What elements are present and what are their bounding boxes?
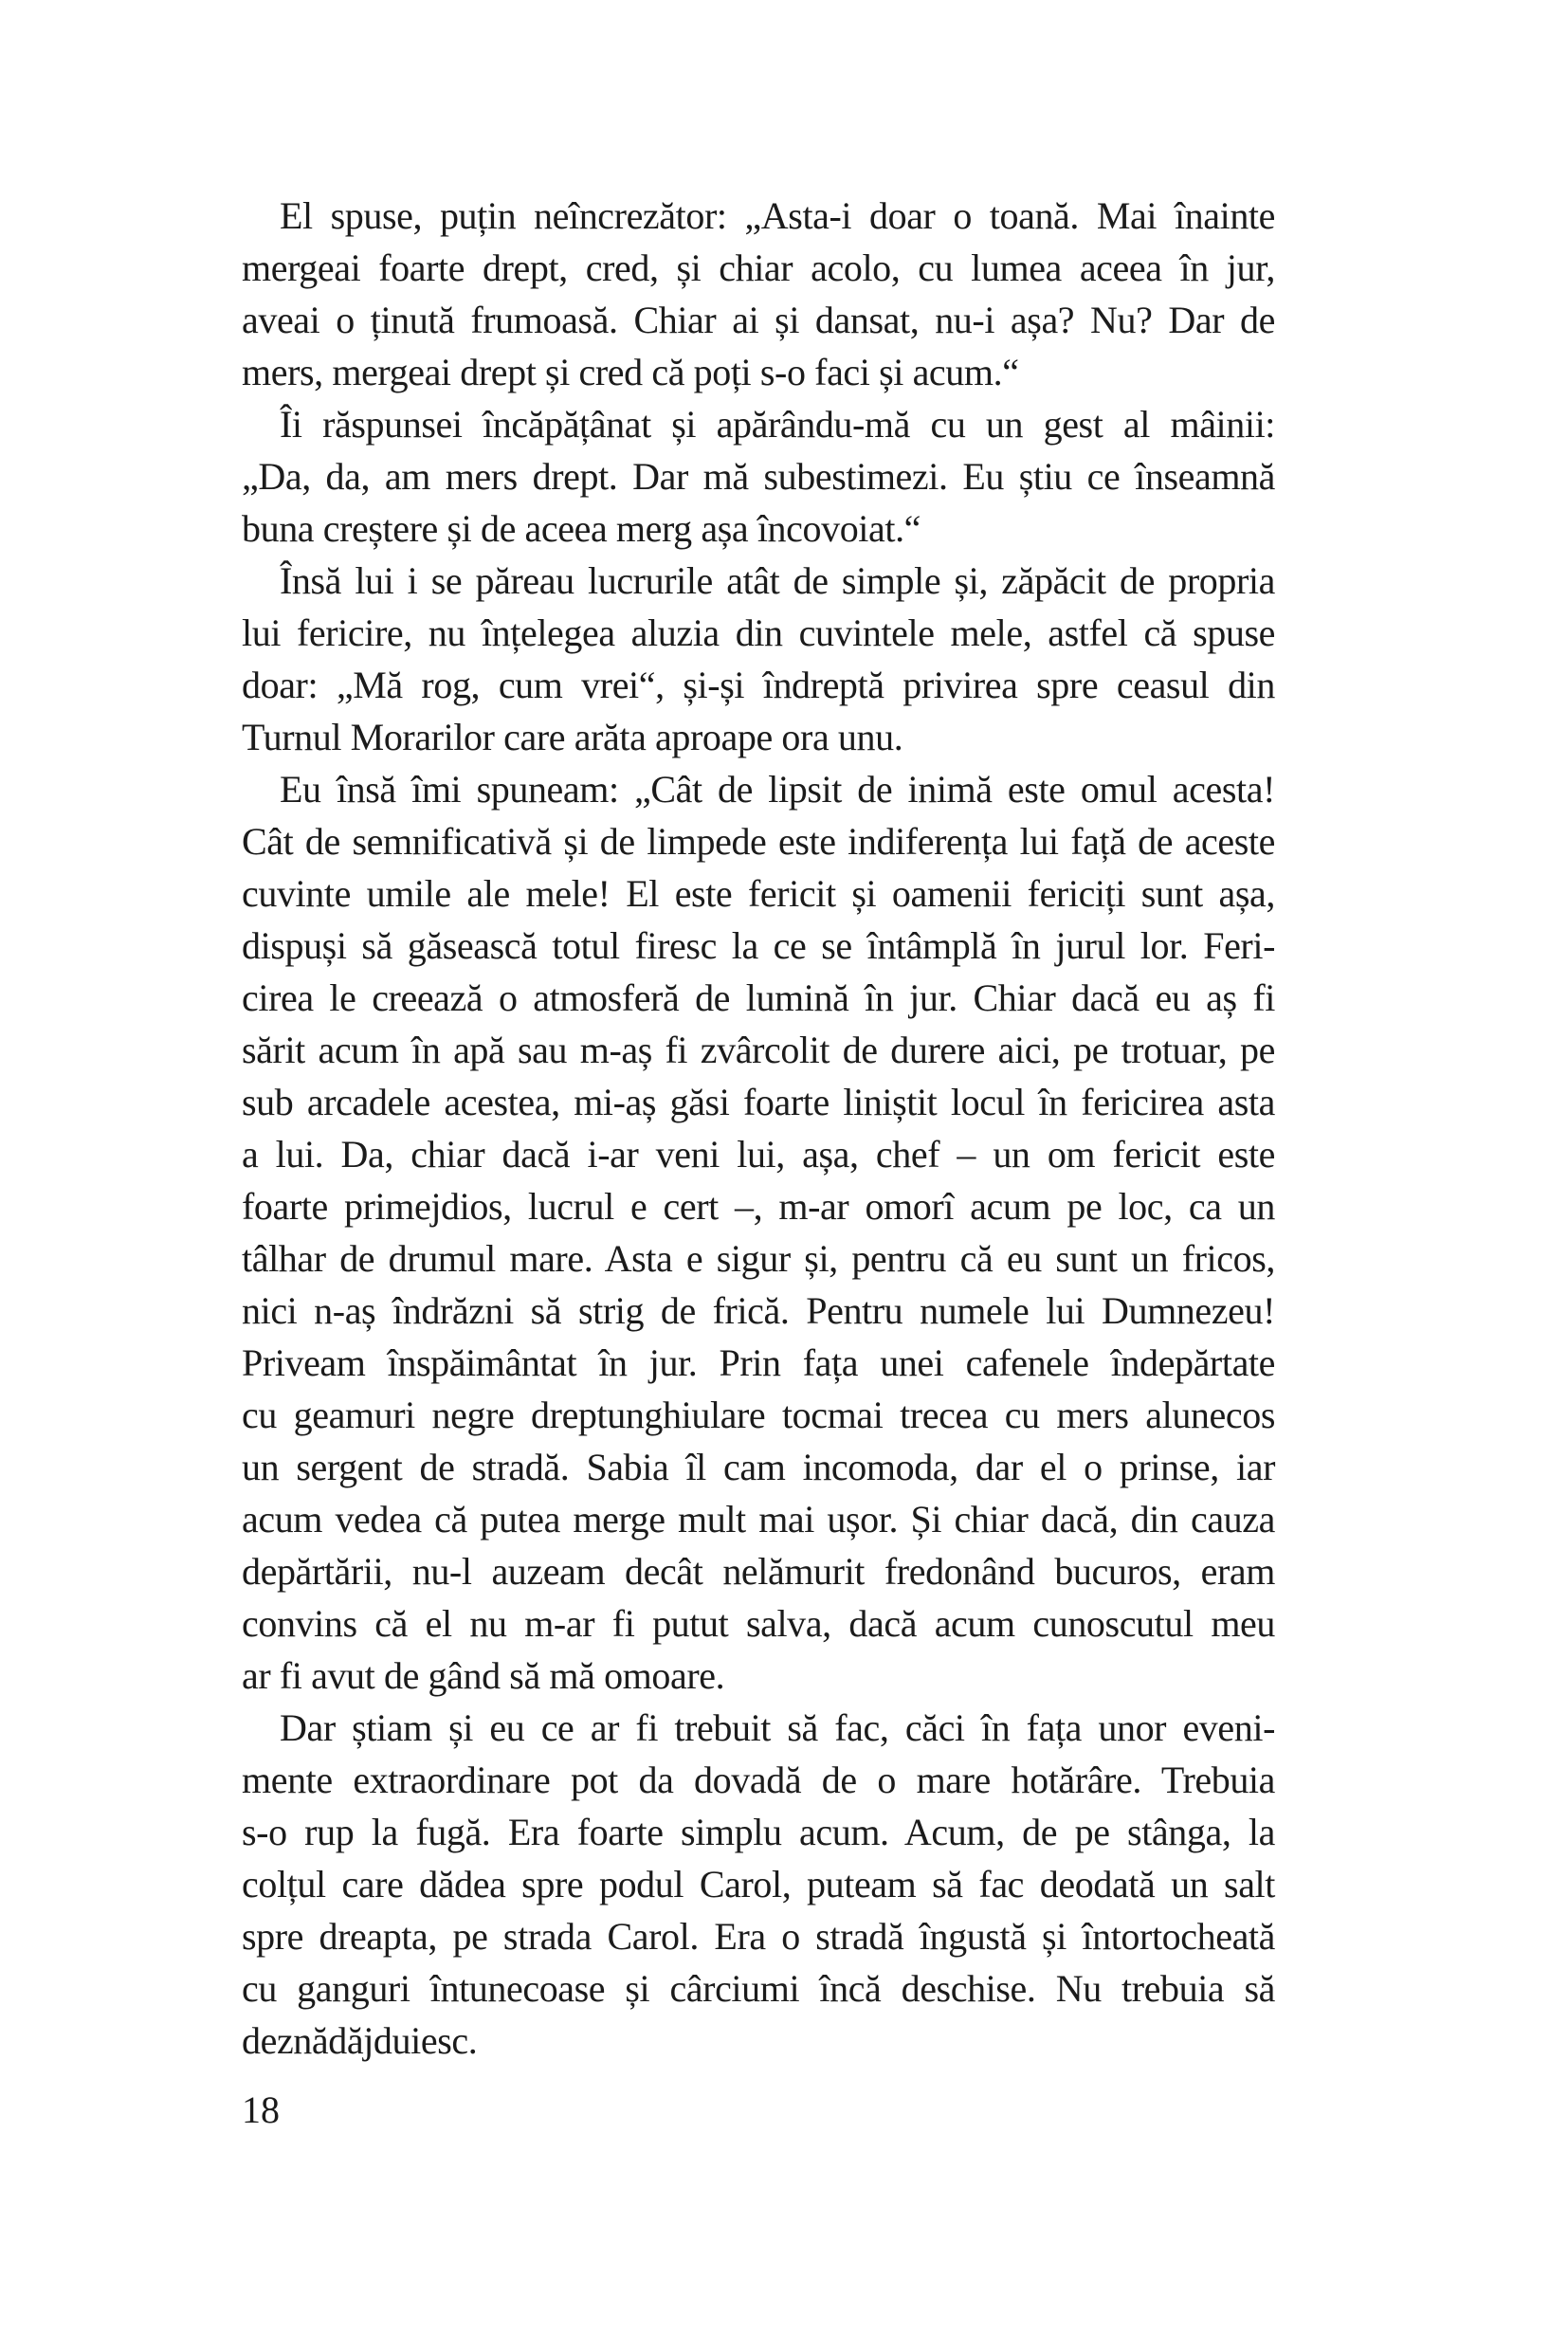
text-line: ar fi avut de gând să mă omoare. [242, 1654, 725, 1697]
text-line: un sergent de stradă. Sabia îl cam incomoda, dar el o prinse, iar [242, 1446, 1275, 1488]
text-line: mers, mergeai drept și cred că poți s-o faci și acum.“ [242, 351, 1019, 393]
text-line: convins că el nu m-ar fi putut salva, dacă acum cunoscutul meu [242, 1602, 1275, 1645]
text-line: colțul care dădea spre podul Carol, puteam să fac deodată un salt [242, 1863, 1275, 1905]
text-line: Turnul Morarilor care arăta aproape ora unu. [242, 716, 903, 758]
text-line: El spuse, puțin neîncrezător: „Asta-i doar o toană. Mai înainte [280, 194, 1275, 237]
text-line: Dar știam și eu ce ar fi trebuit să fac, căci în fața unor eveni- [280, 1706, 1275, 1749]
text-block [242, 190, 1275, 2067]
text-line: deznădăjduiesc. [242, 2019, 478, 2062]
text-line: aveai o ținută frumoasă. Chiar ai și dansat, nu-i așa? Nu? Dar de [242, 299, 1275, 341]
text-line: Cât de semnificativă și de limpede este indiferența lui față de aceste [242, 820, 1275, 863]
text-line: s-o rup la fugă. Era foarte simplu acum. Acum, de pe stânga, la [242, 1811, 1275, 1853]
text-line: cu geamuri negre dreptunghiulare tocmai trecea cu mers alunecos [242, 1394, 1275, 1436]
text-line: cu ganguri întunecoase și cârciumi încă deschise. Nu trebuia să [242, 1967, 1275, 2010]
text-line: cuvinte umile ale mele! El este fericit și oamenii fericiți sunt așa, [242, 872, 1275, 915]
text-line: acum vedea că putea merge mult mai ușor. Și chiar dacă, din cauza [242, 1498, 1275, 1541]
text-line: sărit acum în apă sau m-aș fi zvârcolit de durere aici, pe trotuar, pe [242, 1029, 1275, 1071]
text-line: mergeai foarte drept, cred, și chiar acolo, cu lumea aceea în jur, [242, 246, 1275, 289]
text-line: sub arcadele acestea, mi-aș găsi foarte liniștit locul în fericirea asta [242, 1081, 1275, 1123]
page-number: 18 [242, 2088, 280, 2131]
text-line: cirea le creează o atmosferă de lumină în jur. Chiar dacă eu aș fi [242, 976, 1275, 1019]
text-line: doar: „Mă rog, cum vrei“, și-și îndreptă privirea spre ceasul din [242, 664, 1275, 706]
text-line: a lui. Da, chiar dacă i-ar veni lui, așa, chef – un om fericit este [242, 1133, 1275, 1176]
text-line: Însă lui i se păreau lucrurile atât de simple și, zăpăcit de propria [280, 559, 1275, 602]
text-line: foarte primejdios, lucrul e cert –, m-ar omorî acum pe loc, ca un [242, 1185, 1275, 1228]
text-line: spre dreapta, pe strada Carol. Era o stradă îngustă și întortocheată [242, 1915, 1275, 1958]
text-line: „Da, da, am mers drept. Dar mă subestimezi. Eu știu ce înseamnă [242, 455, 1275, 498]
text-line: lui fericire, nu înțelegea aluzia din cuvintele mele, astfel că spuse [242, 611, 1275, 654]
text-line: Îi răspunsei încăpățânat și apărându-mă cu un gest al mâinii: [280, 403, 1275, 446]
text-line: depărtării, nu-l auzeam decât nelămurit fredonând bucuros, eram [242, 1550, 1275, 1593]
text-line: mente extraordinare pot da dovadă de o mare hotărâre. Trebuia [242, 1759, 1275, 1801]
text-line: dispuși să găsească totul firesc la ce se întâmplă în jurul lor. Feri- [242, 924, 1275, 967]
text-line: tâlhar de drumul mare. Asta e sigur și, pentru că eu sunt un fricos, [242, 1237, 1275, 1280]
text-line: Priveam înspăimântat în jur. Prin fața unei cafenele îndepărtate [242, 1341, 1275, 1384]
text-line: buna creștere și de aceea merg așa încovoiat.“ [242, 507, 921, 550]
text-line: Eu însă îmi spuneam: „Cât de lipsit de inimă este omul acesta! [280, 768, 1275, 811]
text-line: nici n-aș îndrăzni să strig de frică. Pentru numele lui Dumnezeu! [242, 1289, 1275, 1332]
